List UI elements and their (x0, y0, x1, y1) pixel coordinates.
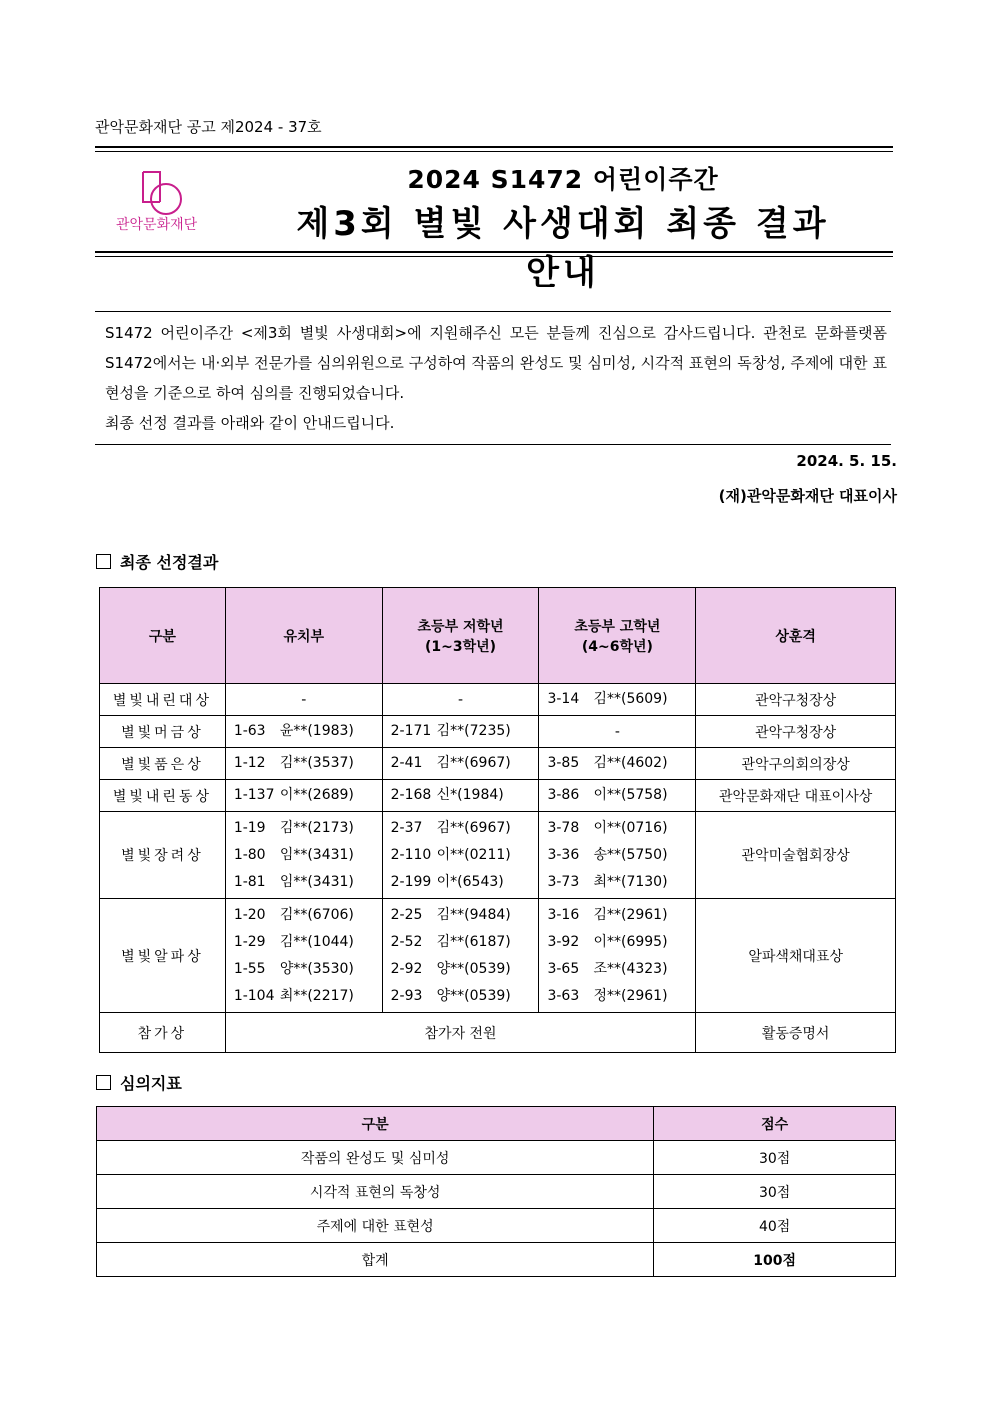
award-recipients (382, 899, 539, 1013)
col-header-kindergarten: 유치부 (225, 588, 382, 684)
recipient: 3-63 정**(2961) (547, 987, 668, 1004)
criterion-score: 30점 (654, 1141, 896, 1175)
criterion-name: 주제에 대한 표현성 (97, 1209, 654, 1243)
results-table (99, 587, 896, 1053)
col-header-score: 점수 (654, 1107, 896, 1141)
award-recipients: - (225, 684, 382, 716)
award-prize: 관악구청장상 (696, 684, 896, 716)
recipient: 3-73 최**(7130) (547, 873, 668, 890)
intro-box (95, 311, 891, 445)
section-heading-criteria (96, 1071, 182, 1094)
recipient: 2-199 이*(6543) (390, 873, 504, 890)
recipient: 1-19 김**(2173) (233, 819, 354, 836)
col-header-lower-grades: 초등부 저학년 (1~3학년) (382, 588, 539, 684)
award-prize: 활동증명서 (696, 1013, 896, 1053)
criteria-header-row (97, 1107, 896, 1141)
table-row (97, 1175, 896, 1209)
title-line-1: 2024 S1472 어린이주간 (407, 165, 719, 194)
award-recipients (539, 899, 696, 1013)
table-row-participation (100, 1013, 896, 1053)
recipient: 3-86 이**(5758) (547, 787, 668, 803)
logo (108, 168, 218, 238)
intro-paragraph: S1472 어린이주간 <제3회 별빛 사생대회>에 지원해주신 모든 분들께 진심으로 감사드립니다. 관천로 문화플랫폼 S1472에서는 내·외부 전문가를 심의위원으로 구성하여 작품의 완성도 및 심미성, 시각적 표현의 독창성, 주제에 대한 표현성을 기준으로 하여 심의를 진행되었습니다. (105, 324, 887, 402)
recipient: 2-25 김**(9484) (390, 906, 511, 923)
award-name: 별빛품은상 (100, 748, 226, 780)
total-score: 100점 (654, 1243, 896, 1277)
recipient: 3-78 이**(0716) (547, 819, 668, 836)
award-recipients (382, 748, 539, 780)
award-name: 별빛알파상 (100, 899, 226, 1013)
recipient: 3-85 김**(4602) (547, 755, 668, 771)
award-prize: 관악구청장상 (696, 716, 896, 748)
table-row (97, 1141, 896, 1175)
criteria-table (96, 1106, 896, 1277)
logo-text: 관악문화재단 (116, 217, 198, 233)
award-recipients (539, 684, 696, 716)
col-header-prize: 상훈격 (696, 588, 896, 684)
recipient: 2-37 김**(6967) (390, 819, 511, 836)
recipient: 2-168 신*(1984) (390, 787, 504, 803)
recipient: 1-104 최**(2217) (233, 987, 354, 1004)
recipient: 1-29 김**(1044) (233, 933, 354, 950)
col-header-criterion: 구분 (97, 1107, 654, 1141)
recipient: 2-171 김**(7235) (390, 723, 511, 739)
award-recipients (539, 748, 696, 780)
recipient: 3-92 이**(6995) (547, 933, 668, 950)
intro-closing: 최종 선정 결과를 아래와 같이 안내드립니다. (105, 414, 395, 432)
table-row (100, 780, 896, 812)
criterion-score: 30점 (654, 1175, 896, 1209)
section-title: 심의지표 (120, 1074, 182, 1093)
award-recipients (382, 716, 539, 748)
award-name: 별빛장려상 (100, 812, 226, 899)
award-recipients (382, 780, 539, 812)
header-divider-top (95, 146, 893, 152)
criterion-name: 시각적 표현의 독창성 (97, 1175, 654, 1209)
table-row (100, 716, 896, 748)
table-row (97, 1209, 896, 1243)
recipient: 3-16 김**(2961) (547, 906, 668, 923)
recipient: 1-137 이**(2689) (233, 787, 354, 803)
award-recipients: 참가자 전원 (225, 1013, 695, 1053)
col-header-category: 구분 (100, 588, 226, 684)
recipient: 1-80 임**(3431) (233, 846, 354, 863)
recipient: 3-65 조**(4323) (547, 960, 668, 977)
table-row (100, 748, 896, 780)
header-divider-bottom (95, 251, 893, 257)
foundation-logo-icon (108, 168, 218, 216)
table-row-total (97, 1243, 896, 1277)
award-recipients (539, 812, 696, 899)
section-heading-results (96, 550, 218, 573)
award-recipients: - (382, 684, 539, 716)
criterion-score: 40점 (654, 1209, 896, 1243)
issue-date: 2024. 5. 15. (796, 452, 897, 470)
award-name: 참가상 (100, 1013, 226, 1053)
recipient: 1-20 김**(6706) (233, 906, 354, 923)
recipient: 1-12 김**(3537) (233, 755, 354, 771)
award-recipients (225, 716, 382, 748)
recipient: 2-110 이**(0211) (390, 846, 511, 863)
results-header-row (100, 588, 896, 684)
award-name: 별빛내린동상 (100, 780, 226, 812)
award-prize: 알파색채대표상 (696, 899, 896, 1013)
recipient: 2-41 김**(6967) (390, 755, 511, 771)
award-recipients (539, 780, 696, 812)
award-recipients (225, 899, 382, 1013)
recipient: 2-93 양**(0539) (390, 987, 511, 1004)
recipient: 3-14 김**(5609) (547, 691, 668, 707)
criterion-name: 작품의 완성도 및 심미성 (97, 1141, 654, 1175)
total-label: 합계 (97, 1243, 654, 1277)
recipient: 1-63 윤**(1983) (233, 723, 354, 739)
table-row (100, 812, 896, 899)
table-row (100, 684, 896, 716)
award-recipients (225, 780, 382, 812)
award-name: 별빛내린대상 (100, 684, 226, 716)
recipient: 2-92 양**(0539) (390, 960, 511, 977)
recipient: 3-36 송**(5750) (547, 846, 668, 863)
square-bullet-icon (96, 554, 111, 569)
award-prize: 관악구의회의장상 (696, 748, 896, 780)
award-name: 별빛머금상 (100, 716, 226, 748)
award-prize: 관악미술협회장상 (696, 812, 896, 899)
col-header-upper-grades: 초등부 고학년 (4~6학년) (539, 588, 696, 684)
page-title: 제3회 별빛 사생대회 최종 결과 안내 (296, 204, 830, 293)
recipient: 1-81 임**(3431) (233, 873, 354, 890)
award-recipients (382, 812, 539, 899)
table-row (100, 899, 896, 1013)
recipient: 1-55 양**(3530) (233, 960, 354, 977)
signature: (재)관악문화재단 대표이사 (718, 487, 897, 505)
award-recipients (225, 812, 382, 899)
award-prize: 관악문화재단 대표이사상 (696, 780, 896, 812)
square-bullet-icon (96, 1075, 111, 1090)
notice-number: 관악문화재단 공고 제2024 - 37호 (95, 118, 322, 136)
section-title: 최종 선정결과 (120, 553, 219, 572)
recipient: 2-52 김**(6187) (390, 933, 511, 950)
award-recipients (225, 748, 382, 780)
award-recipients: - (539, 716, 696, 748)
